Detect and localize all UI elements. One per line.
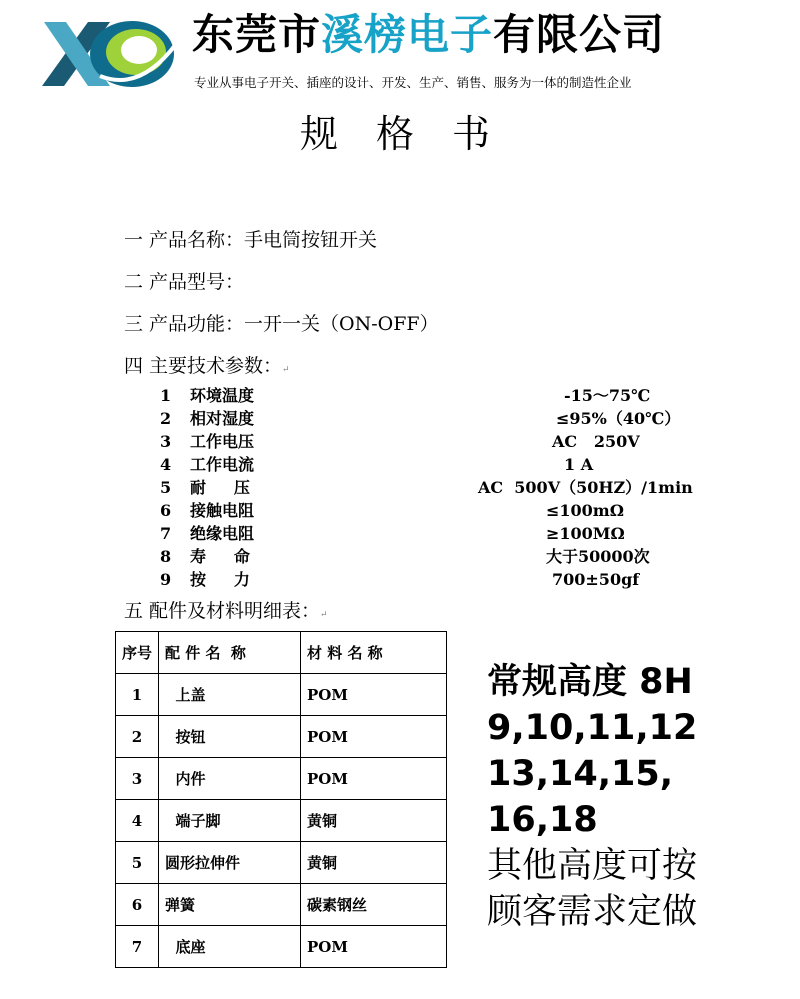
note-line: 13,14,15,	[487, 754, 674, 794]
section-product-name: 一 产品名称：手电筒按钮开关	[124, 229, 378, 251]
table-header-row	[116, 632, 447, 674]
cell-material: POM	[301, 926, 447, 968]
company-name: 东莞市溪榜电子有限公司	[192, 10, 666, 59]
paragraph-mark: ↵	[282, 365, 290, 375]
company-slogan: 专业从事电子开关、插座的设计、开发、生产、销售、服务为一体的制造性企业	[194, 75, 632, 90]
note-line: 16,18	[487, 800, 598, 840]
table-row	[116, 800, 447, 842]
cell-part: 端子脚	[159, 800, 301, 842]
param-row: 3 工作电压 AC 250V	[160, 432, 640, 451]
note-line: 常规高度 8H	[487, 662, 693, 702]
note-line: 顾客需求定做	[487, 892, 698, 932]
cell-material: 碳素钢丝	[301, 884, 447, 926]
param-row: 4 工作电流 1 A	[160, 455, 594, 474]
header-cell-no: 序号	[116, 632, 159, 674]
cell-part: 圆形拉伸件	[159, 842, 301, 884]
param-row: 2 相对湿度 ≤95%（40℃）	[160, 409, 681, 428]
table-row	[116, 842, 447, 884]
param-row: 8 寿 命 大于50000次	[160, 547, 650, 566]
table-row	[116, 758, 447, 800]
section-technical-params: 四 主要技术参数：↵	[124, 355, 290, 377]
section-product-model: 二 产品型号：	[124, 271, 245, 293]
param-row: 6 接触电阻 ≤100mΩ	[160, 501, 624, 520]
param-row: 7 绝缘电阻 ≥100MΩ	[160, 524, 625, 543]
cell-material: POM	[301, 674, 447, 716]
table-row	[116, 884, 447, 926]
cell-part: 上盖	[159, 674, 301, 716]
cell-material: POM	[301, 758, 447, 800]
height-note	[487, 659, 697, 935]
parts-table	[115, 631, 447, 968]
cell-material: 黄铜	[301, 842, 447, 884]
table-row	[116, 674, 447, 716]
cell-part: 底座	[159, 926, 301, 968]
cell-part: 弹簧	[159, 884, 301, 926]
cell-part: 按钮	[159, 716, 301, 758]
cell-no: 4	[116, 800, 159, 842]
header-cell-material: 材 料 名 称	[301, 632, 447, 674]
document-title: 规格书	[300, 112, 529, 156]
company-logo	[40, 14, 185, 94]
cell-material: 黄铜	[301, 800, 447, 842]
note-line: 其他高度可按	[487, 846, 698, 886]
param-row: 9 按 力 700±50gf	[160, 570, 640, 589]
cell-no: 7	[116, 926, 159, 968]
section-parts-materials: 五 配件及材料明细表：↵	[124, 600, 328, 622]
cell-no: 3	[116, 758, 159, 800]
cell-material: POM	[301, 716, 447, 758]
cell-no: 2	[116, 716, 159, 758]
cell-no: 6	[116, 884, 159, 926]
paragraph-mark: ↵	[320, 610, 328, 620]
table-row	[116, 716, 447, 758]
section-product-function: 三 产品功能：一开一关（ON-OFF）	[124, 313, 439, 335]
cell-part: 内件	[159, 758, 301, 800]
table-row	[116, 926, 447, 968]
header-cell-part: 配 件 名 称	[159, 632, 301, 674]
note-line: 9,10,11,12	[487, 708, 698, 748]
cell-no: 5	[116, 842, 159, 884]
param-row: 1 环境温度 -15～75℃	[160, 386, 651, 405]
cell-no: 1	[116, 674, 159, 716]
param-row: 5 耐 压 AC 500V（50HZ）/1min	[160, 478, 693, 497]
